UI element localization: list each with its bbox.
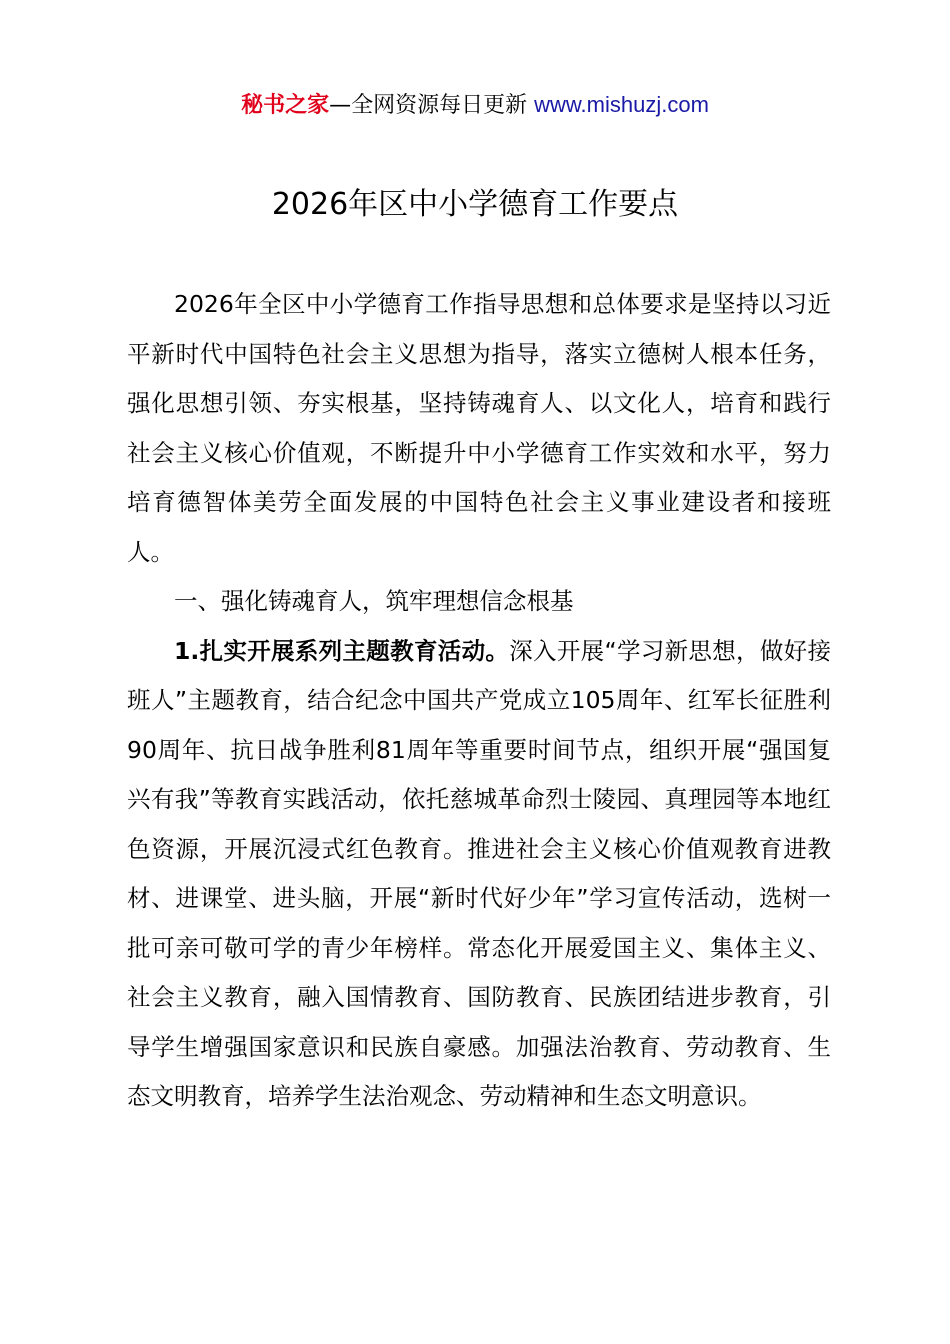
section-heading: 一、强化铸魂育人，筑牢理想信念根基	[174, 587, 574, 615]
document-body	[127, 280, 831, 1122]
site-url-link[interactable]: www.mishuzj.com	[534, 92, 709, 117]
item-paragraph	[127, 627, 831, 1122]
header-tagline: —全网资源每日更新	[329, 93, 535, 118]
item-lead: 1.扎实开展系列主题教育活动。	[174, 636, 510, 665]
item-text: 深入开展“学习新思想，做好接班人”主题教育，结合纪念中国共产党成立105周年、红军长征胜利90周年、抗日战争胜利81周年等重要时间节点，组织开展“强国复兴有我”等教育实践活动，依托慈城革命烈士陵园、真理园等本地红色资源，开展沉浸式红色教育。推进社会主义核心价值观教育进教材、进课堂、进头脑，开展“新时代好少年”学习宣传活动，选树一批可亲可敬可学的青少年榜样。常态化开展爱国主义、集体主义、社会主义教育，融入国情教育、国防教育、民族团结进步教育，引导学生增强国家意识和民族自豪感。加强法治教育、劳动教育、生态文明教育，培养学生法治观念、劳动精神和生态文明意识。	[127, 636, 831, 1110]
intro-paragraph: 2026年全区中小学德育工作指导思想和总体要求是坚持以习近平新时代中国特色社会主义思想为指导，落实立德树人根本任务，强化思想引领、夯实根基，坚持铸魂育人、以文化人，培育和践行社会主义核心价值观，不断提升中小学德育工作实效和水平，努力培育德智体美劳全面发展的中国特色社会主义事业建设者和接班人。	[127, 290, 831, 566]
page-title: 2026年区中小学德育工作要点	[271, 187, 679, 222]
brand-name: 秘书之家	[241, 93, 330, 118]
site-header-banner	[0, 86, 950, 125]
